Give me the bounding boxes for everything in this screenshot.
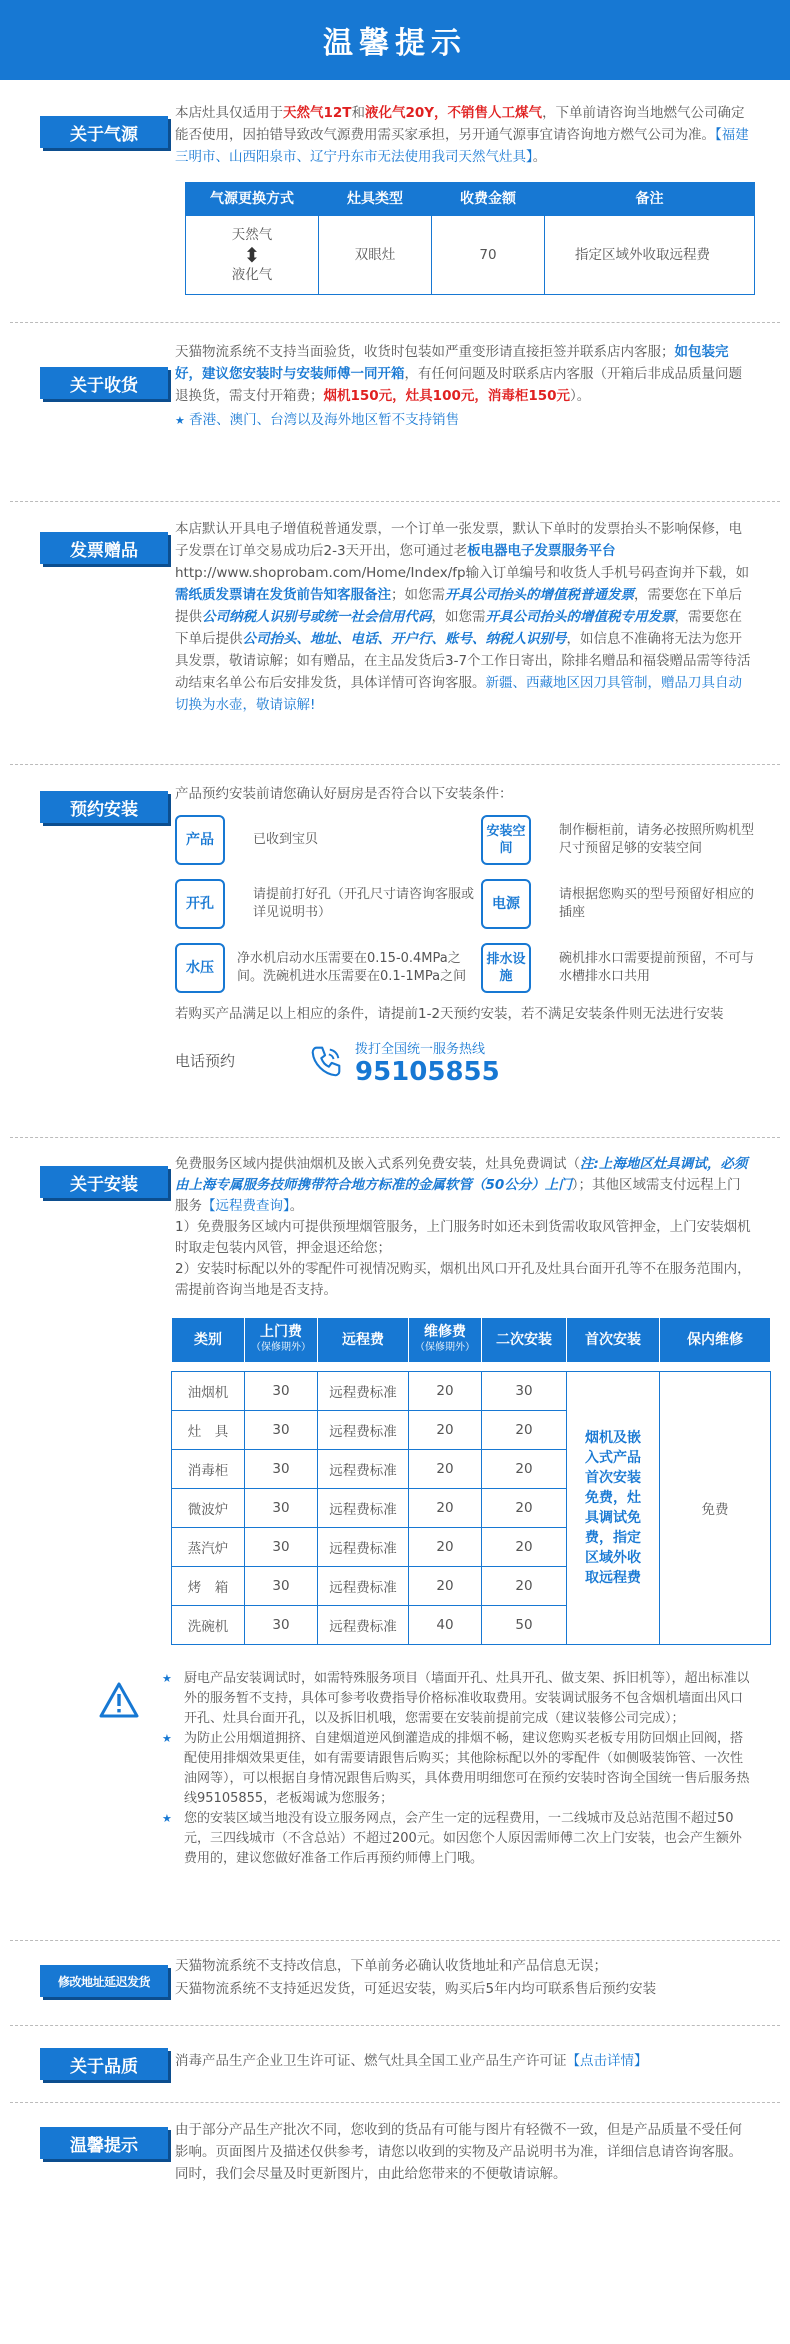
invoice-text-2: 板电器电子发票服务平台 [467,543,616,559]
hotline [175,1039,752,1087]
fee-header-second: 二次安装 [482,1318,567,1363]
gas-text-6: 【福建三明市、山西阳泉市、辽宁丹东市无法使用我司天然气灶具】 [175,127,749,165]
condition-text: 已收到宝贝 [253,832,319,847]
fee-cell-repair: 20 [409,1528,482,1567]
fee-cell-visit: 30 [245,1606,318,1645]
fee-header-repair [409,1318,482,1363]
phone-icon [307,1042,345,1080]
invoice-text-10: 开具公司抬头的增值税专用发票 [485,609,675,625]
fee-cell-visit: 30 [245,1411,318,1450]
booking-content [175,765,755,1103]
fee-cell-visit: 30 [245,1372,318,1411]
gas-text-1: 本店灶具仅适用于 [175,105,283,121]
condition-tag: 电源 [481,879,531,929]
condition-item [175,879,475,929]
gas-text-3: 和 [351,105,365,121]
section-label-invoice: 发票赠品 [40,532,168,564]
fee-header-first: 首次安装 [567,1318,660,1363]
gas-text-4: 液化气20Y，不销售人工煤气 [365,105,543,121]
receive-note-text: 香港、澳门、台湾以及海外地区暂不支持销售 [189,412,460,428]
install-warnings [92,1669,752,1869]
receive-text-2: 如包装完好，建议您安装时与安装师傅一同开箱 [175,344,729,382]
section-notice [10,2102,780,2243]
condition-item [175,815,475,865]
section-label-quality: 关于品质 [40,2048,168,2080]
fee-cell-type: 蒸汽炉 [172,1528,245,1567]
gas-from: 天然气 [231,227,273,243]
hotline-sub: 拨打全国统一服务热线 [355,1042,486,1057]
fee-header-visit [245,1318,318,1363]
condition-tag: 安装空间 [481,815,531,865]
modify-line-2: 天猫物流系统不支持延迟发货，可延迟安装，购买后5年内均可联系售后预约安装 [175,1981,657,1997]
fee-cell-warranty: 免费 [660,1372,771,1645]
section-install [10,1137,780,1940]
condition-text: 制作橱柜前，请务必按照所购机型尺寸预留足够的安装空间 [559,823,755,856]
invoice-text-3: http://www.shoprobam.com/Home/Index/fp输入订单编号和收货人手机号码查询并下载，如 [175,565,750,581]
section-label-receive: 关于收货 [40,367,168,399]
fee-cell-repair: 20 [409,1450,482,1489]
quality-detail-link[interactable]: 【点击详情】 [566,2053,648,2069]
fee-cell-type: 灶 具 [172,1411,245,1450]
invoice-text-7: ，需要您在下单后提供 [175,587,742,625]
modify-content [175,1941,752,2021]
condition-tag: 水压 [175,943,225,993]
warning-icon [92,1669,158,1869]
condition-text: 净水机启动水压需要在0.15-0.4MPa之间。洗碗机进水压需要在0.1-1MPa之间 [237,951,467,984]
quality-content [175,2026,752,2092]
condition-item [481,943,761,993]
fee-cell-type: 消毒柜 [172,1450,245,1489]
fee-table-row [172,1372,771,1411]
gas-text-5: ，下单前请咨询当地燃气公司确定能否使用，因拍错导致改气源费用需买家承担，另开通气源事宜请咨询地方燃气公司为准。 [175,105,745,143]
gas-text-7: 。 [532,149,547,165]
condition-item [481,879,761,929]
invoice-text-12: 公司抬头、地址、电话、开户行、账号、纳税人识别号 [242,631,567,647]
receive-text-3: ，有任何问题及时联系店内客服（开箱后非成品质量问题退换货，需支付开箱费； [175,366,742,404]
invoice-text-11: ，需要您在下单后提供 [175,609,742,647]
fee-cell-visit: 30 [245,1450,318,1489]
section-quality [10,2025,780,2102]
warning-item: ★ 厨电产品安装调试时，如需特殊服务项目（墙面开孔、灶具开孔、做支架、拆旧机等），超出标准以外的服务暂不支持，具体可参考收费指导价格标准收取费用。安装调试服务不包含烟机墙面出风口开孔、灶具台面开孔，以及拆旧机哦，您需要在安装前提前完成（建议装修公司完成）； [158,1669,752,1729]
condition-tag: 排水设施 [481,943,531,993]
gas-table [185,182,755,295]
install-text-3: ）；其他区域需支付远程上门服务 [175,1177,741,1214]
install-p2: 1）免费服务区域内可提供预埋烟管服务，上门服务时如还未到货需收取风管押金，上门安装烟机时取走包装内风管，押金退还给您； [175,1219,751,1256]
fee-header-repair-label: 维修费 [424,1324,466,1340]
hotline-number[interactable]: 95105855 [355,1057,500,1087]
fee-cell-visit: 30 [245,1567,318,1606]
notice-content [175,2103,752,2205]
section-label-gas: 关于气源 [40,116,168,148]
fee-header-warranty: 保内维修 [660,1318,771,1363]
install-text-1: 免费服务区域内提供油烟机及嵌入式系列免费安装，灶具免费调试（ [175,1156,580,1172]
modify-line-1: 天猫物流系统不支持改信息，下单前务必确认收货地址和产品信息无误； [175,1958,607,1974]
condition-item [175,943,475,993]
invoice-content [175,502,752,736]
invoice-text-13: ，如信息不准确将无法为您开具发票，敬请谅解；如有赠品，在主品发货后3-7个工作日寄出，除排名赠品和福袋赠品需等待活动结束名单公布后安排发货，具体详情可咨询客服。 [175,631,751,691]
install-content [175,1138,752,1321]
condition-text: 请根据您购买的型号预留好相应的插座 [559,887,755,920]
section-label-install: 关于安装 [40,1166,168,1198]
fee-cell-repair: 20 [409,1411,482,1450]
gas-table-header: 气源更换方式 [186,183,319,216]
invoice-text-8: 公司纳税人识别号或统一社会信用代码 [202,609,432,625]
fee-header-repair-sub: （保修期外） [415,1342,475,1353]
gas-change-cell [186,216,319,295]
fee-cell-second: 20 [482,1567,567,1606]
invoice-text-5: ；如您需 [391,587,445,603]
install-p3: 2）安装时标配以外的零配件可视情况购买，烟机出风口开孔及灶具台面开孔等不在服务范围内，需提前咨询当地是否支持。 [175,1261,751,1298]
page-title: 温馨提示 [0,0,790,80]
warning-item: ★ 您的安装区域当地没有设立服务网点，会产生一定的远程费用，一二线城市及总站范围不超过50元，三四线城市（不含总站）不超过200元。如因您个人原因需师傅二次上门安装，也会产生额外费用的，建议您做好准备工作后再预约师傅上门哦。 [158,1809,752,1869]
gas-content [175,80,752,319]
install-text-2: 注:上海地区灶具调试，必须由上海专属服务技师携带符合地方标准的金属软管（50公分）上门 [175,1156,748,1193]
condition-text: 请提前打好孔（开孔尺寸请咨询客服或详见说明书） [253,887,475,920]
invoice-text-14: 新疆、西藏地区因刀具管制，赠品刀具自动切换为水壶，敬请谅解! [175,675,742,713]
booking-after: 若购买产品满足以上相应的条件，请提前1-2天预约安装，若不满足安装条件则无法进行安装 [175,1006,724,1022]
star-icon: ★ [175,414,185,427]
booking-intro: 产品预约安装前请您确认好厨房是否符合以下安装条件： [175,786,513,802]
gas-to: 液化气 [231,267,273,283]
receive-text-1: 天猫物流系统不支持当面验货，收货时包装如严重变形请直接拒签并联系店内客服； [175,344,675,360]
fee-cell-type: 微波炉 [172,1489,245,1528]
fee-cell-second: 20 [482,1411,567,1450]
invoice-text-4: 需纸质发票请在发货前告知客服备注 [175,587,391,603]
condition-tag: 产品 [175,815,225,865]
fee-cell-remote: 远程费标准 [318,1372,409,1411]
fee-cell-type: 油烟机 [172,1372,245,1411]
section-label-booking: 预约安装 [40,791,168,823]
install-p1 [175,1154,752,1217]
gas-note-cell: 指定区域外收取远程费 [545,216,755,295]
gas-fee-cell: 70 [432,216,545,295]
invoice-text-6: 开具公司抬头的增值税普通发票 [445,587,634,603]
fee-cell-second: 20 [482,1489,567,1528]
warning-item: ★ 为防止公用烟道拥挤、自建烟道逆风倒灌造成的排烟不畅，建议您购买老板专用防回烟止回阀，搭配使用排烟效果更佳，如有需要请跟售后购买；其他除标配以外的零配件（如侧吸装饰管、一次性油网等），可以根据自身情况跟售后购买，具体费用明细您可在预约安装时咨询全国统一售后服务热线95105855，老板竭诚为您服务； [158,1729,752,1809]
section-label-notice: 温馨提示 [40,2127,168,2159]
section-receive [10,322,780,501]
fee-cell-type: 烤 箱 [172,1567,245,1606]
warning-list [158,1669,752,1869]
fee-cell-repair: 20 [409,1489,482,1528]
gas-table-header: 灶具类型 [319,183,432,216]
fee-cell-visit: 30 [245,1489,318,1528]
section-modify [10,1940,780,2025]
fee-cell-visit: 30 [245,1528,318,1567]
fee-cell-second: 30 [482,1372,567,1411]
fee-cell-second: 20 [482,1528,567,1567]
fee-header-visit-label: 上门费 [260,1324,302,1340]
gas-type-cell: 双眼灶 [319,216,432,295]
swap-arrow-icon: ⬍ [243,243,261,267]
condition-text: 碗机排水口需要提前预留，不可与水槽排水口共用 [559,951,755,984]
gas-text-2: 天然气12T [283,105,352,121]
remote-fee-link[interactable]: 【远程费查询】 [202,1198,290,1214]
receive-note [175,409,752,432]
hotline-info [355,1039,500,1087]
gas-table-header: 备注 [545,183,755,216]
fee-cell-repair: 40 [409,1606,482,1645]
quality-text: 消毒产品生产企业卫生许可证、燃气灶具全国工业产品生产许可证 [175,2053,567,2069]
fee-header-type: 类别 [172,1318,245,1363]
fee-cell-repair: 20 [409,1372,482,1411]
fee-cell-remote: 远程费标准 [318,1567,409,1606]
condition-item [481,815,761,865]
invoice-text-9: ，如您需 [431,609,486,625]
gas-table-header: 收费金额 [432,183,545,216]
fee-cell-remote: 远程费标准 [318,1489,409,1528]
hotline-label: 电话预约 [175,1052,236,1070]
notice-text: 由于部分产品生产批次不同，您收到的货品有可能与图片有轻微不一致，但是产品质量不受任何影响。页面图片及描述仅供参考，请您以收到的实物及产品说明书为准，详细信息请咨询客服。同时，我们会尽量及时更新图片，由此给您带来的不便敬请谅解。 [175,2122,742,2182]
section-booking [10,764,780,1137]
fee-cell-remote: 远程费标准 [318,1606,409,1645]
fee-table-wrap [175,1317,780,1645]
fee-header-remote: 远程费 [318,1318,409,1363]
install-text-5: 。 [289,1198,304,1214]
fee-cell-repair: 20 [409,1567,482,1606]
condition-tag: 开孔 [175,879,225,929]
fee-cell-remote: 远程费标准 [318,1450,409,1489]
receive-text-4: 烟机150元，灶具100元，消毒柜150元 [323,388,571,404]
receive-paragraph [175,341,752,407]
fee-cell-remote: 远程费标准 [318,1411,409,1450]
section-gas [10,80,780,322]
fee-cell-first-install: 烟机及嵌入式产品首次安装免费，灶具调试免费，指定区域外收取远程费 [567,1372,660,1645]
fee-cell-remote: 远程费标准 [318,1528,409,1567]
fee-cell-second: 50 [482,1606,567,1645]
fee-cell-second: 20 [482,1450,567,1489]
invoice-text-1: 本店默认开具电子增值税普通发票，一个订单一张发票，默认下单时的发票抬头不影响保修，电子发票在订单交易成功后2-3天开出，您可通过老 [175,521,742,559]
section-invoice [10,501,780,764]
fee-cell-type: 洗碗机 [172,1606,245,1645]
receive-text-5: ）。 [570,388,591,404]
section-label-modify: 修改地址延迟发货 [40,1965,168,1997]
fee-table [171,1317,771,1645]
gas-paragraph [175,102,752,168]
receive-content [175,323,752,452]
fee-header-visit-sub: （保修期外） [251,1342,311,1353]
booking-conditions [175,815,755,993]
